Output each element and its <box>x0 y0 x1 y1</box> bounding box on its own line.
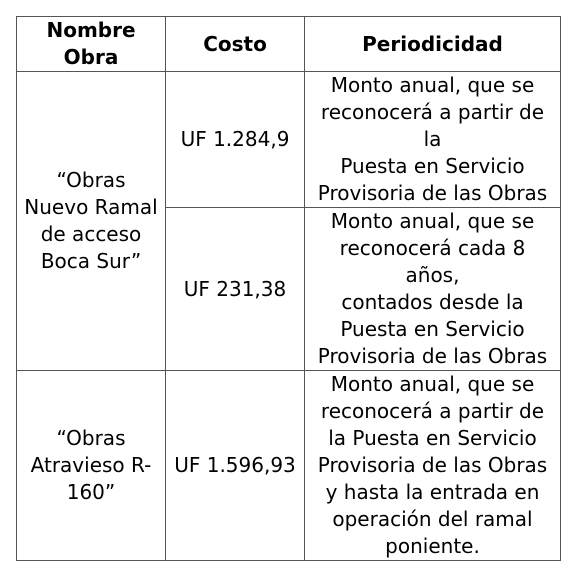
header-nombre-line1: Nombre <box>46 18 136 42</box>
periodicity-line: la Puesta en Servicio <box>328 426 537 450</box>
works-cost-table <box>16 16 561 561</box>
periodicity-line: años, <box>405 263 460 287</box>
table-row <box>17 371 561 561</box>
periodicity-line: contados desde la <box>341 290 524 314</box>
work-name-line: de acceso <box>40 222 142 246</box>
work-name-line: Boca Sur” <box>40 249 142 273</box>
table-row <box>17 72 561 208</box>
work-name-line: Nuevo Ramal <box>24 195 158 219</box>
periodicity-line: Monto anual, que se <box>330 73 535 97</box>
header-costo: Costo <box>166 17 305 72</box>
periodicity-line: reconocerá a partir de <box>320 100 545 124</box>
header-nombre-obra <box>17 17 166 72</box>
periodicity-line: y hasta la entrada en <box>325 480 540 504</box>
header-row <box>17 17 561 72</box>
work-name-cell-boca-sur <box>17 72 166 371</box>
periodicity-line: Puesta en Servicio <box>340 317 525 341</box>
work-name-line: “Obras <box>56 426 126 450</box>
work-name-line: Atravieso R- <box>30 453 152 477</box>
periodicity-cell <box>305 72 561 208</box>
periodicity-line: Monto anual, que se <box>330 372 535 396</box>
periodicity-line: reconocerá cada 8 <box>339 236 526 260</box>
periodicity-line: operación del ramal <box>332 507 533 531</box>
work-name-line: “Obras <box>56 168 126 192</box>
cost-cell: UF 231,38 <box>166 208 305 371</box>
work-name-cell-atravieso <box>17 371 166 561</box>
periodicity-line: Provisoria de las Obras <box>317 344 548 368</box>
periodicity-cell <box>305 208 561 371</box>
cost-cell: UF 1.596,93 <box>166 371 305 561</box>
periodicity-line: reconocerá a partir de <box>320 399 545 423</box>
periodicity-line: Provisoria de las Obras <box>317 181 548 205</box>
cost-cell: UF 1.284,9 <box>166 72 305 208</box>
periodicity-line: poniente. <box>385 534 480 558</box>
periodicity-line: Puesta en Servicio <box>340 154 525 178</box>
header-nombre-line2: Obra <box>63 45 119 69</box>
periodicity-line: Provisoria de las Obras <box>317 453 548 477</box>
periodicity-line: Monto anual, que se <box>330 209 535 233</box>
work-name-line: 160” <box>66 480 116 504</box>
periodicity-cell <box>305 371 561 561</box>
periodicity-line: la <box>423 127 442 151</box>
header-periodicidad: Periodicidad <box>305 17 561 72</box>
